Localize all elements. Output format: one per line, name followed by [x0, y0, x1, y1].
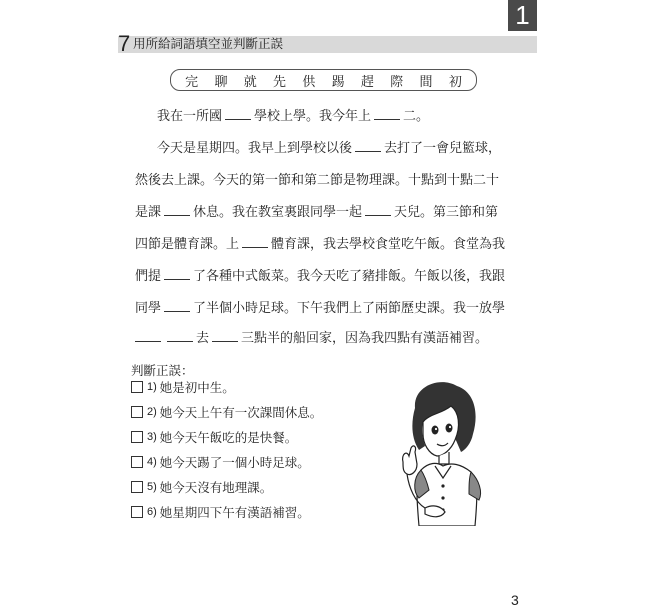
girl-illustration: [395, 378, 495, 526]
passage-text: 二。: [403, 109, 430, 124]
true-false-heading: 判斷正誤：: [131, 364, 194, 378]
true-false-item: [131, 428, 297, 446]
true-false-item: [131, 403, 322, 421]
passage-text: 了各種中式飯菜。我今天吃了豬排飯。午飯以後，我跟: [193, 269, 506, 284]
word-bank-item: 供: [302, 74, 316, 90]
passage-text: 休息。我在教室裏跟同學一起: [193, 205, 363, 220]
fill-blank[interactable]: [164, 267, 190, 280]
fill-blank[interactable]: [135, 329, 161, 342]
word-bank-item: 初: [448, 74, 462, 90]
item-statement: 她今天踢了一個小時足球。: [159, 455, 310, 470]
fill-blank[interactable]: [242, 235, 268, 248]
passage-text: 然後去上課。今天的第一節和第二節是物理課。十點到十點二十: [135, 173, 500, 188]
true-false-item: [131, 503, 310, 521]
item-statement: 她是初中生。: [159, 380, 235, 395]
passage-line: [135, 267, 505, 287]
passage-text: 體育課，我去學校食堂吃午飯。食堂為我: [271, 237, 506, 252]
fill-blank[interactable]: [225, 107, 251, 120]
word-bank-item: 先: [273, 74, 287, 90]
passage-text: 去: [196, 331, 210, 346]
checkbox[interactable]: [131, 406, 143, 418]
passage-line: [135, 329, 488, 349]
passage-text: 今天是星期四。我早上到學校以後: [157, 141, 353, 156]
checkbox[interactable]: [131, 381, 143, 393]
item-statement: 她星期四下午有漢語補習。: [159, 505, 310, 520]
fill-blank[interactable]: [355, 139, 381, 152]
chapter-tab: 1: [508, 0, 537, 31]
passage-text: 是課: [135, 205, 162, 220]
word-bank: [170, 69, 477, 91]
word-bank-item: 趕: [360, 74, 374, 90]
exercise-title: 用所給詞語填空並判斷正誤: [133, 37, 284, 51]
exercise-number: 7: [118, 31, 131, 56]
passage-text: 天兒。第三節和第: [394, 205, 499, 220]
true-false-item: [131, 378, 235, 396]
fill-blank[interactable]: [365, 203, 391, 216]
checkbox[interactable]: [131, 481, 143, 493]
passage-line: [135, 235, 505, 255]
item-number: 5): [147, 481, 157, 493]
checkbox[interactable]: [131, 456, 143, 468]
passage-text: 我在一所國: [157, 109, 223, 124]
page-number: 3: [511, 592, 519, 608]
passage-line: [157, 139, 501, 159]
word-bank-item: 完: [185, 74, 199, 90]
fill-blank[interactable]: [374, 107, 400, 120]
item-number: 4): [147, 456, 157, 468]
passage-line: [157, 107, 429, 127]
passage-text: 三點半的船回家，因為我四點有漢語補習。: [241, 331, 489, 346]
checkbox[interactable]: [131, 431, 143, 443]
word-bank-item: 聊: [214, 74, 228, 90]
word-bank-item: 就: [243, 74, 257, 90]
fill-blank[interactable]: [212, 329, 238, 342]
item-number: 1): [147, 381, 157, 393]
item-statement: 她今天上午有一次課間休息。: [159, 405, 323, 420]
true-false-item: [131, 453, 310, 471]
item-number: 6): [147, 506, 157, 518]
passage-text: 了半個小時足球。下午我們上了兩節歷史課。我一放學: [193, 301, 506, 316]
word-bank-item: 際: [390, 74, 404, 90]
checkbox[interactable]: [131, 506, 143, 518]
passage-text: 們提: [135, 269, 162, 284]
item-statement: 她今天沒有地理課。: [159, 480, 273, 495]
passage-line: [135, 203, 498, 223]
word-bank-item: 間: [419, 74, 433, 90]
true-false-item: [131, 478, 272, 496]
passage-text: 去打了一會兒籃球，: [384, 141, 502, 156]
fill-blank[interactable]: [164, 203, 190, 216]
passage-text: 四節是體育課。上: [135, 237, 240, 252]
item-number: 2): [147, 406, 157, 418]
passage-text: 學校上學。我今年上: [254, 109, 372, 124]
fill-blank[interactable]: [167, 329, 193, 342]
passage-text: 同學: [135, 301, 162, 316]
item-statement: 她今天午飯吃的是快餐。: [159, 430, 298, 445]
fill-blank[interactable]: [164, 299, 190, 312]
passage-line: [135, 171, 499, 191]
item-number: 3): [147, 431, 157, 443]
passage-line: [135, 299, 505, 319]
word-bank-item: 踢: [331, 74, 345, 90]
